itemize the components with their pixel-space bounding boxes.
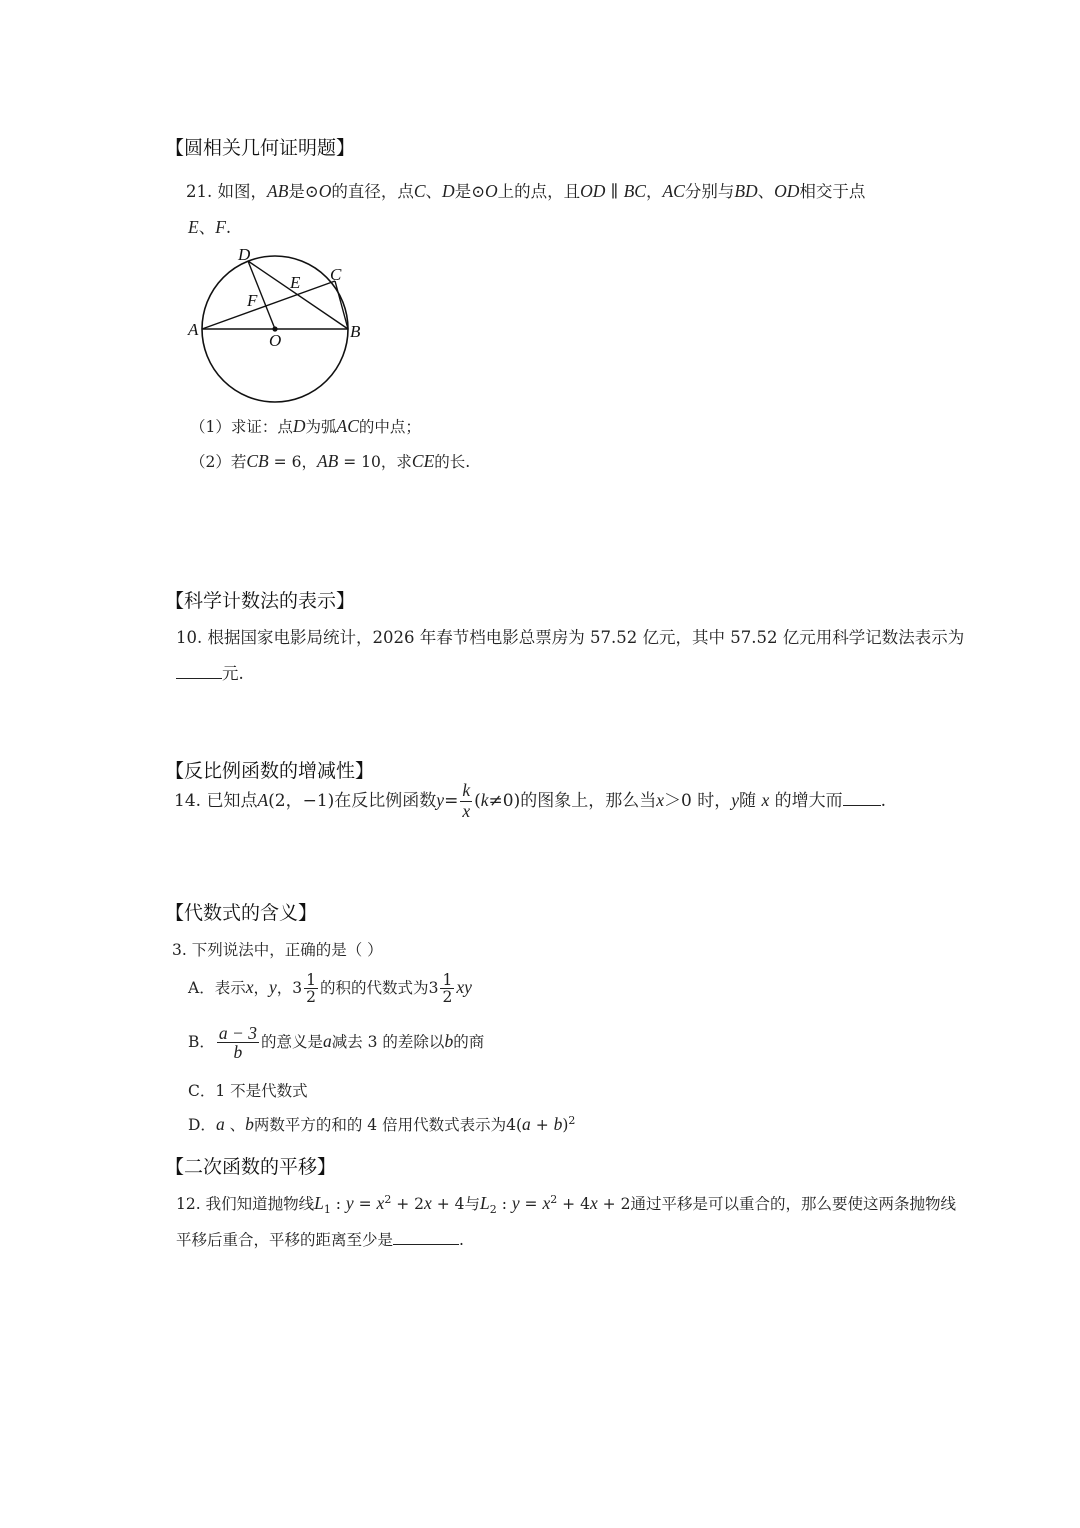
numerator: 1 (442, 971, 453, 989)
var: x (656, 789, 665, 810)
text: 的增大而 (774, 790, 843, 811)
text: ( (474, 790, 481, 811)
text: + 4 (557, 1195, 590, 1213)
text: 的意义是 (260, 1032, 323, 1051)
label-a: A (188, 320, 199, 339)
label-c: C (330, 265, 342, 284)
text: 的积的代数式为 (320, 978, 429, 997)
text: : (330, 1195, 346, 1213)
var: E (188, 217, 199, 237)
section-heading-scientific-notation: 【科学计数法的表示】 (165, 590, 356, 612)
var: a (522, 1114, 531, 1134)
text: . (880, 790, 887, 811)
text: + 2 (391, 1195, 425, 1213)
var: F (215, 217, 226, 237)
var: a (322, 1030, 332, 1051)
text: ∥ (605, 182, 624, 201)
numerator (217, 1024, 259, 1043)
label-d: D (238, 245, 251, 264)
var: D (442, 181, 455, 201)
var: y (269, 976, 277, 997)
fraction-a-minus-3-over-b (217, 1024, 259, 1062)
var: y (731, 789, 740, 810)
var: x (245, 976, 254, 997)
var: AB (316, 451, 339, 471)
text: 通过平移是可以重合的，那么要使这两条抛物线 (630, 1195, 956, 1213)
var: x (376, 1193, 385, 1213)
text: = 6， (268, 453, 317, 471)
text: ) (562, 1116, 569, 1134)
text: 元. (222, 664, 244, 683)
text: 平移后重合，平移的距离至少是 (176, 1231, 394, 1249)
question-3-stem (172, 938, 383, 960)
var: AC (662, 181, 685, 201)
question-10-line2 (176, 660, 244, 684)
var: k (480, 789, 489, 810)
text: 、 (757, 182, 775, 201)
text: 、 (224, 1116, 246, 1134)
text: C．1 不是代数式 (188, 1082, 308, 1100)
denominator (217, 1043, 259, 1061)
var: C (413, 181, 426, 201)
text: (2，−1)在反比例函数 (268, 790, 437, 811)
var: x (542, 1193, 551, 1213)
var: O (485, 181, 498, 201)
text: : (496, 1195, 512, 1213)
denominator (460, 802, 472, 822)
text: ＞0 时， (664, 790, 732, 811)
text: 相交于点 (799, 182, 866, 201)
text: + 2 (597, 1195, 631, 1213)
text: 的直径，点 (331, 182, 414, 201)
numerator: 1 (306, 971, 317, 989)
text: + (530, 1116, 554, 1134)
question-number: 14. (174, 790, 202, 811)
text: 的商 (453, 1032, 485, 1051)
mixed-number-whole: 3 (428, 978, 439, 997)
var: AB (267, 181, 289, 201)
option-b[interactable] (188, 1024, 484, 1062)
var: x (761, 789, 770, 810)
text: A．表示 (188, 978, 246, 997)
var: b (553, 1114, 563, 1134)
question-number: 21. (186, 182, 213, 201)
mixed-number-fraction (304, 972, 318, 1006)
option-d[interactable] (188, 1113, 575, 1135)
text: ， (645, 182, 663, 201)
answer-blank[interactable] (843, 805, 881, 806)
text: 的中点； (358, 418, 421, 436)
var: BC (623, 181, 646, 201)
fraction-k-over-x (460, 781, 472, 822)
text: 如图， (217, 182, 267, 201)
var: a (215, 1114, 225, 1134)
text: ≠0)的图象上，那么当 (488, 790, 657, 811)
text: 4( (506, 1116, 523, 1134)
text: 随 (739, 790, 757, 811)
var: D (292, 416, 306, 436)
mixed-number-whole: 3 (292, 978, 303, 997)
var: y (345, 1193, 354, 1213)
var: x (589, 1193, 598, 1213)
var: y (436, 789, 445, 810)
question-10-line1 (176, 624, 964, 648)
section-heading-quadratic-translation: 【二次函数的平移】 (165, 1156, 337, 1178)
var: A (257, 789, 269, 810)
var: x (462, 800, 471, 821)
var: k (462, 780, 471, 800)
text: 我们知道抛物线 (205, 1195, 315, 1213)
text: ， (276, 978, 293, 997)
text: . (225, 218, 232, 237)
exponent: 2 (568, 1113, 576, 1127)
text: 分别与 (684, 182, 735, 201)
var: b (245, 1114, 254, 1134)
var: BD (734, 181, 758, 201)
var: L (480, 1193, 490, 1213)
text: 根据国家电影局统计，2026 年春节档电影总票房为 57.52 亿元，其中 57.52 亿元用科学记数法表示为 (207, 628, 965, 647)
denominator: 2 (442, 988, 453, 1007)
subscript: 1 (323, 1203, 331, 1217)
question-21-line2 (188, 214, 231, 238)
text: + 4 (431, 1195, 465, 1213)
text: . (459, 1231, 464, 1249)
text: = (519, 1195, 543, 1213)
section-heading-algebraic-meaning: 【代数式的含义】 (165, 902, 318, 924)
var: y (511, 1193, 520, 1213)
var: xy (456, 976, 472, 997)
var: b (444, 1030, 454, 1051)
question-number: 3. (172, 941, 187, 959)
text: D． (188, 1116, 216, 1134)
var: CE (411, 451, 435, 471)
var: OD (580, 181, 606, 201)
question-number: 12. (176, 1195, 201, 1213)
text: 与 (464, 1195, 481, 1213)
question-21-part1 (190, 415, 421, 437)
answer-blank[interactable] (393, 1244, 459, 1245)
text: 上的点，且 (497, 182, 581, 201)
option-a[interactable] (188, 972, 472, 1006)
text: 是⊙ (288, 182, 319, 201)
text: 的长. (434, 453, 471, 471)
question-number: 10. (176, 628, 203, 647)
text: （2）若 (190, 453, 247, 471)
numerator (460, 781, 472, 802)
text: = (353, 1195, 377, 1213)
question-12-line1 (176, 1192, 956, 1216)
subscript: 2 (489, 1203, 497, 1217)
var: CB (246, 451, 269, 471)
var: b (233, 1042, 243, 1063)
question-21-line1 (186, 178, 865, 202)
denominator: 2 (306, 988, 317, 1007)
var: x (424, 1193, 432, 1213)
label-o: O (269, 331, 282, 350)
var: OD (774, 181, 800, 201)
question-14 (174, 781, 886, 822)
label-f: F (247, 291, 258, 310)
var: AC (336, 416, 359, 436)
text: = 10，求 (338, 453, 412, 471)
mixed-number-fraction (440, 972, 454, 1006)
text: 两数平方的和的 4 倍用代数式表示为 (253, 1116, 507, 1134)
text: 、 (425, 182, 443, 201)
question-12-line2 (176, 1228, 464, 1250)
option-c[interactable] (188, 1079, 308, 1101)
var: O (318, 181, 332, 201)
text: 是⊙ (454, 182, 486, 201)
exponent: 2 (384, 1192, 392, 1206)
text: ， (253, 978, 269, 997)
var: a − 3 (218, 1023, 257, 1043)
circle-figure (180, 240, 380, 410)
text: = (444, 790, 459, 811)
label-e: E (290, 273, 301, 292)
exponent: 2 (550, 1192, 558, 1206)
text: 下列说法中，正确的是（ ） (191, 941, 383, 959)
section-heading-inverse-function: 【反比例函数的增减性】 (165, 760, 375, 782)
var: L (314, 1193, 324, 1213)
section-heading-circle-proof: 【圆相关几何证明题】 (165, 137, 356, 159)
text: B． (188, 1032, 215, 1051)
segment-ac (202, 281, 335, 329)
text: （1）求证：点 (190, 418, 293, 436)
text: 减去 3 的差除以 (331, 1032, 445, 1051)
answer-blank[interactable] (176, 678, 222, 679)
text: 已知点 (206, 790, 258, 811)
text: 、 (198, 218, 216, 237)
text: 为弧 (305, 418, 337, 436)
label-b: B (350, 322, 361, 341)
question-21-part2 (190, 450, 470, 472)
